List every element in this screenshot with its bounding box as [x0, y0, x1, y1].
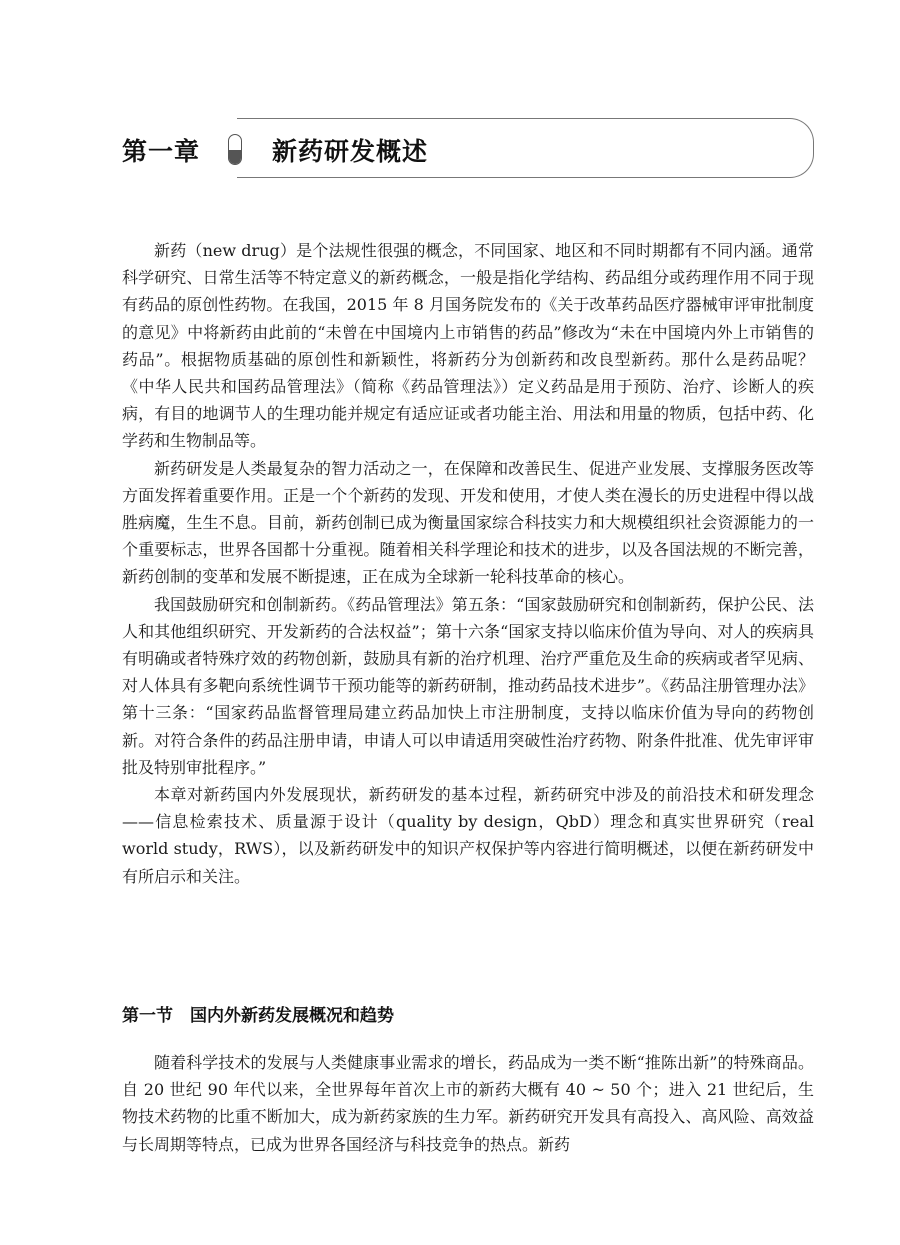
chapter-title: 新药研发概述 — [272, 137, 429, 166]
chapter-number: 第一章 — [122, 137, 201, 166]
paragraph: 随着科学技术的发展与人类健康事业需求的增长，药品成为一类不断“推陈出新”的特殊商品。自 20 世纪 90 年代以来，全世界每年首次上市的新药大概有 40 ~ 50 个；进入 21 世纪后，生物技术药物的比重不断加大，成为新药家族的生力军。新药研究开发具有高投入、高风险、高效益与长周期等特点，已成为世界各国经济与科技竞争的热点。新药 — [122, 1053, 814, 1154]
chapter-header — [122, 118, 822, 180]
paragraph: 我国鼓励研究和创制新药。《药品管理法》第五条：“国家鼓励研究和创制新药，保护公民、法人和其他组织研究、开发新药的合法权益”；第十六条“国家支持以临床价值为导向、对人的疾病具有明确或者特殊疗效的药物创新，鼓励具有新的治疗机理、治疗严重危及生命的疾病或者罕见病、对人体具有多靶向系统性调节干预功能等的新药研制，推动药品技术进步”。《药品注册管理办法》第十三条：“国家药品监督管理局建立药品加快上市注册制度，支持以临床价值为导向的药物创新。对符合条件的药品注册申请，申请人可以申请适用突破性治疗药物、附条件批准、优先审评审批及特别审批程序。” — [122, 594, 814, 777]
section-heading: 第一节 国内外新药发展概况和趋势 — [122, 1006, 394, 1026]
paragraph: 本章对新药国内外发展现状，新药研发的基本过程，新药研究中涉及的前沿技术和研发理念——信息检索技术、质量源于设计（quality by design，QbD）理念和真实世界研究（real world study，RWS），以及新药研发中的知识产权保护等内容进行简明概述，以便在新药研发中有所启示和关注。 — [122, 785, 814, 886]
paragraph: 新药研发是人类最复杂的智力活动之一，在保障和改善民生、促进产业发展、支撑服务医改等方面发挥着重要作用。正是一个个新药的发现、开发和使用，才使人类在漫长的历史进程中得以战胜病魔，生生不息。目前，新药创制已成为衡量国家综合科技实力和大规模组织社会资源能力的一个重要标志，世界各国都十分重视。随着相关科学理论和技术的进步，以及各国法规的不断完善，新药创制的变革和发展不断提速，正在成为全球新一轮科技革命的核心。 — [122, 458, 814, 587]
paragraph: 新药（new drug）是个法规性很强的概念，不同国家、地区和不同时期都有不同内涵。通常科学研究、日常生活等不特定意义的新药概念，一般是指化学结构、药品组分或药理作用不同于现有药品的原创性药物。在我国，2015 年 8 月国务院发布的《关于改革药品医疗器械审评审批制度的意见》中将新药由此前的“未曾在中国境内上市销售的药品”修改为“未在中国境内外上市销售的药品”。根据物质基础的原创性和新颖性，将新药分为创新药和改良型新药。那什么是药品呢？《中华人民共和国药品管理法》（简称《药品管理法》）定义药品是用于预防、治疗、诊断人的疾病，有目的地调节人的生理功能并规定有适应证或者功能主治、用法和用量的物质，包括中药、化学药和生物制品等。 — [122, 241, 814, 451]
section-text — [122, 1049, 814, 1158]
intro-text — [122, 237, 814, 890]
